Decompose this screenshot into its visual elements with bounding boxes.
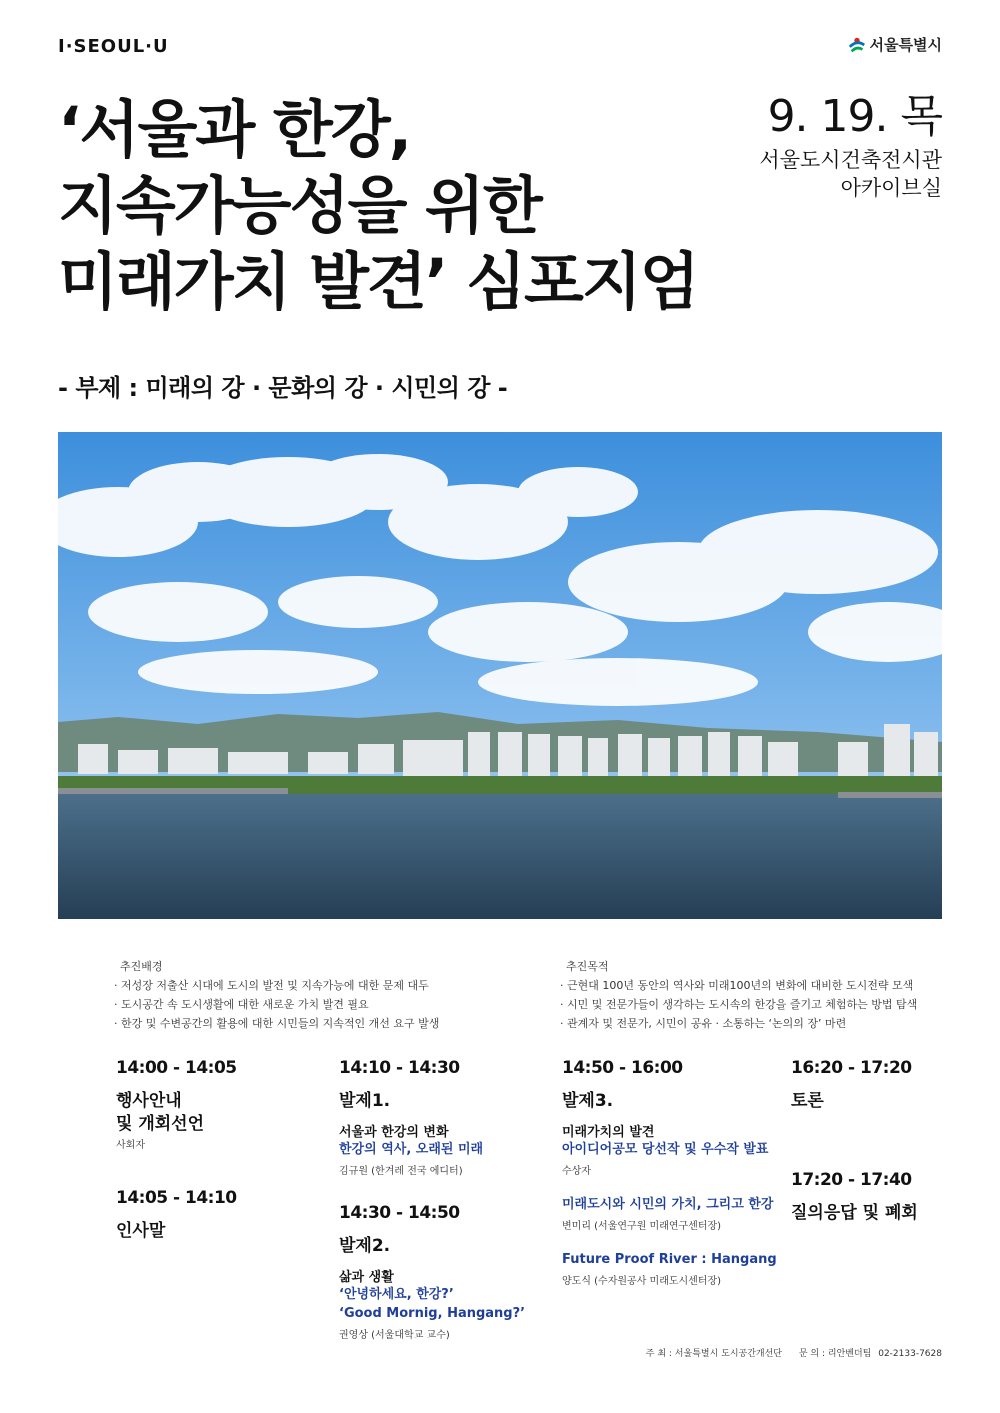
seoul-city-label: 서울특별시 (869, 36, 942, 54)
slot-presenter: 양도식 (수자원공사 미래도시센터장) (562, 1276, 722, 1287)
footer-phone: 02-2133-7628 (878, 1349, 942, 1359)
slot-time: 16:20 - 17:20 (791, 1058, 912, 1078)
program-slot-opening (116, 1058, 237, 1151)
event-venue-room: 아카이브실 (840, 176, 942, 200)
event-venue: 서울도시건축전시관 (759, 148, 942, 172)
hangang-river-photo (58, 432, 942, 919)
slot-subject: 삶과 생활 (339, 1270, 394, 1285)
list-item: · 시민 및 전문가들이 생각하는 도시속의 한강을 즐기고 체험하는 방법 탐색 (560, 998, 918, 1011)
slot-time: 14:00 - 14:05 (116, 1058, 237, 1078)
purpose-section (560, 957, 960, 1033)
footer-host: 주 최 : 서울특별시 도시공간개선단 (645, 1349, 782, 1359)
footer-inquiry: 문 의 : 리안벤더팀 (798, 1349, 872, 1359)
program-slot-talk2 (339, 1203, 525, 1341)
program-slot-talk3 (562, 1058, 777, 1287)
slot-presenter: 권영상 (서울대학교 교수) (339, 1330, 450, 1341)
slot-subject: 서울과 한강의 변화 (339, 1125, 449, 1140)
title-line: 미래가치 발견’ 심포지엄 (58, 245, 698, 318)
purpose-heading: 추진목적 (566, 960, 609, 973)
slot-talk-title: 미래도시와 시민의 가치, 그리고 한강 (562, 1197, 774, 1212)
slot-presenter: 사회자 (116, 1140, 145, 1151)
slot-time: 14:05 - 14:10 (116, 1188, 237, 1208)
list-item: · 도시공간 속 도시생활에 대한 새로운 가치 발견 필요 (114, 998, 369, 1011)
title-line: ‘서울과 한강, (58, 93, 411, 166)
program-slot-closing (791, 1170, 918, 1225)
slot-talk-title: 한강의 역사, 오래된 미래 (339, 1142, 484, 1157)
slot-name: 토론 (791, 1091, 824, 1111)
slot-name: 인사말 (116, 1221, 166, 1241)
slot-time: 14:10 - 14:30 (339, 1058, 460, 1078)
seoul-city-logo (848, 34, 942, 55)
slot-time: 14:30 - 14:50 (339, 1203, 460, 1223)
footer-contact (642, 1346, 942, 1359)
slot-name: 및 개회선언 (116, 1114, 205, 1134)
slot-name: 발제2. (339, 1236, 391, 1256)
program-slot-discussion (791, 1058, 912, 1113)
slot-talk-title: Future Proof River : Hangang (562, 1252, 777, 1267)
background-heading: 추진배경 (120, 960, 163, 973)
program-slot-talk1 (339, 1058, 483, 1177)
poster-title (58, 92, 698, 320)
background-section (114, 957, 534, 1033)
slot-name: 행사안내 (116, 1091, 182, 1111)
list-item: · 관계자 및 전문가, 시민이 공유 · 소통하는 ‘논의의 장’ 마련 (560, 1017, 847, 1030)
title-line: 지속가능성을 위한 (58, 169, 541, 242)
slot-name: 발제1. (339, 1091, 391, 1111)
slot-subject: 미래가치의 발견 (562, 1125, 655, 1140)
event-info (759, 92, 942, 202)
slot-talk-title: ‘Good Mornig, Hangang?’ (339, 1306, 526, 1321)
seoul-symbol-icon (848, 36, 866, 54)
slot-time: 14:50 - 16:00 (562, 1058, 683, 1078)
list-item: · 한강 및 수변공간의 활용에 대한 시민들의 지속적인 개선 요구 발생 (114, 1017, 440, 1030)
slot-talk-title: 아이디어공모 당선작 및 우수작 발표 (562, 1142, 769, 1157)
poster-subtitle: - 부제 : 미래의 강 · 문화의 강 · 시민의 강 - (58, 374, 508, 402)
list-item: · 저성장 저출산 시대에 도시의 발전 및 지속가능에 대한 문제 대두 (114, 979, 429, 992)
event-date: 9. 19. 목 (767, 91, 942, 142)
slot-presenter: 김규원 (한겨레 전국 에디터) (339, 1166, 463, 1177)
slot-time: 17:20 - 17:40 (791, 1170, 912, 1190)
slot-presenter: 변미리 (서울연구원 미래연구센터장) (562, 1221, 722, 1232)
slot-name: 질의응답 및 폐회 (791, 1203, 918, 1223)
program-slot-greeting (116, 1188, 237, 1243)
slot-presenter: 수상자 (562, 1166, 591, 1177)
slot-talk-title: ‘안녕하세요, 한강?’ (339, 1287, 454, 1302)
iseoulu-logo: I·SEOUL·U (58, 36, 169, 57)
slot-name: 발제3. (562, 1091, 614, 1111)
list-item: · 근현대 100년 동안의 역사와 미래100년의 변화에 대비한 도시전략 모색 (560, 979, 914, 992)
